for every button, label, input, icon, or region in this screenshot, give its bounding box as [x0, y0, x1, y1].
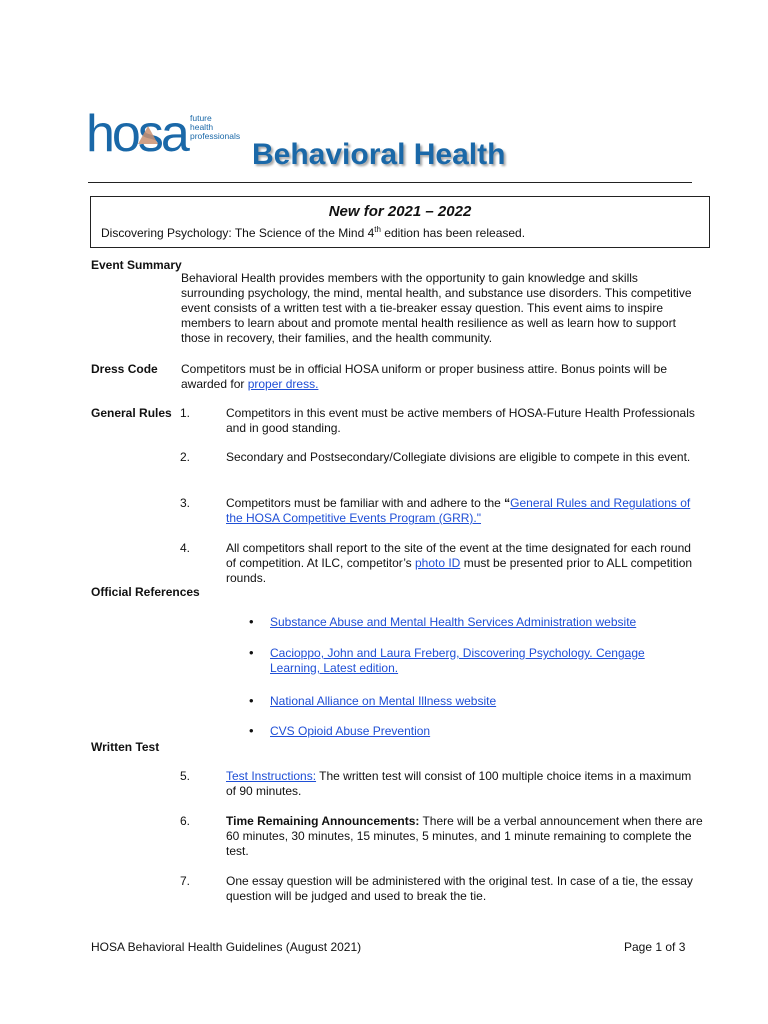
rule-number: 5.: [180, 769, 191, 783]
notice-heading: New for 2021 – 2022: [328, 203, 472, 220]
logo-wordmark: hosa: [86, 105, 187, 163]
rule-text: One essay question will be administered with the original test. In case of a tie, the essay question will be judged and used to break the tie.: [226, 874, 693, 903]
reference-link-samhsa[interactable]: Substance Abuse and Mental Health Services Administration website: [270, 615, 637, 629]
written-test-label: Written Test: [91, 740, 160, 754]
reference-link-nami[interactable]: National Alliance on Mental Illness website: [270, 694, 497, 708]
footer-title: HOSA Behavioral Health Guidelines (August 2021): [91, 940, 362, 954]
rule-number: 2.: [180, 450, 191, 464]
general-rules-label: General Rules: [91, 406, 172, 420]
dress-code-text: Competitors must be in official HOSA uniform or proper business attire. Bonus points will be awarded for proper dress.: [181, 362, 667, 391]
bullet-icon: •: [249, 645, 254, 660]
notice-box: [90, 196, 710, 248]
rule-text: Test Instructions: The written test will consist of 100 multiple choice items in a maximum of 90 minutes.: [226, 769, 692, 798]
notice-text: Discovering Psychology: The Science of the Mind 4th edition has been released.: [101, 225, 526, 240]
test-instructions-link[interactable]: Test Instructions:: [226, 769, 317, 783]
photo-id-link[interactable]: photo ID: [414, 556, 461, 570]
bullet-icon: •: [249, 693, 254, 708]
rule-text: Time Remaining Announcements: There will be a verbal announcement when there are 60 minutes, 30 minutes, 15 minutes, 5 minutes, and 1 minute remaining to complete the test.: [226, 814, 703, 858]
rule-number: 4.: [180, 541, 191, 555]
rule-text: Secondary and Postsecondary/Collegiate divisions are eligible to compete in this event.: [226, 450, 691, 464]
rule-number: 6.: [180, 814, 191, 828]
proper-dress-link[interactable]: proper dress.: [247, 377, 319, 391]
rule-number: 3.: [180, 496, 191, 510]
dress-code-label: Dress Code: [91, 362, 158, 376]
page-number: Page 1 of 3: [624, 940, 686, 954]
grr-link[interactable]: General Rules and Regulations of the HOSA Competitive Events Program (GRR).": [226, 496, 691, 525]
bullet-icon: •: [249, 614, 254, 629]
title-divider: [88, 182, 692, 183]
hosa-logo: [86, 105, 256, 163]
reference-link-cvs[interactable]: CVS Opioid Abuse Prevention: [270, 724, 431, 738]
logo-tagline: future health professionals: [190, 113, 241, 141]
page-title: Behavioral Health: [252, 138, 506, 171]
rule-text: All competitors shall report to the site of the event at the time designated for each round of competition. At ILC, competitor’s photo ID must be presented prior to ALL competition rounds.: [226, 541, 693, 585]
rule-number: 7.: [180, 874, 191, 888]
rule-text: Competitors must be familiar with and adhere to the “General Rules and Regulations of the HOSA Competitive Events Program (GRR).": [226, 496, 691, 525]
rule-text: Competitors in this event must be active members of HOSA-Future Health Professionals and in good standing.: [226, 406, 695, 435]
reference-link-textbook[interactable]: Cacioppo, John and Laura Freberg, Discovering Psychology. Cengage Learning, Latest edition.: [270, 646, 645, 675]
official-references-label: Official References: [91, 585, 200, 599]
bullet-icon: •: [249, 723, 254, 738]
event-summary-label: Event Summary: [91, 258, 182, 272]
rule-number: 1.: [180, 406, 191, 420]
event-summary-text: Behavioral Health provides members with the opportunity to gain knowledge and skills surrounding psychology, the mind, mental health, and substance use disorders. This competitive event consists of a written test with a tie-breaker essay question. This event aims to inspire members to learn about and promote mental health resilience as well as learn how to support those in recovery, their families, and the health community.: [181, 271, 692, 345]
logo-triangle-icon: [138, 126, 158, 144]
